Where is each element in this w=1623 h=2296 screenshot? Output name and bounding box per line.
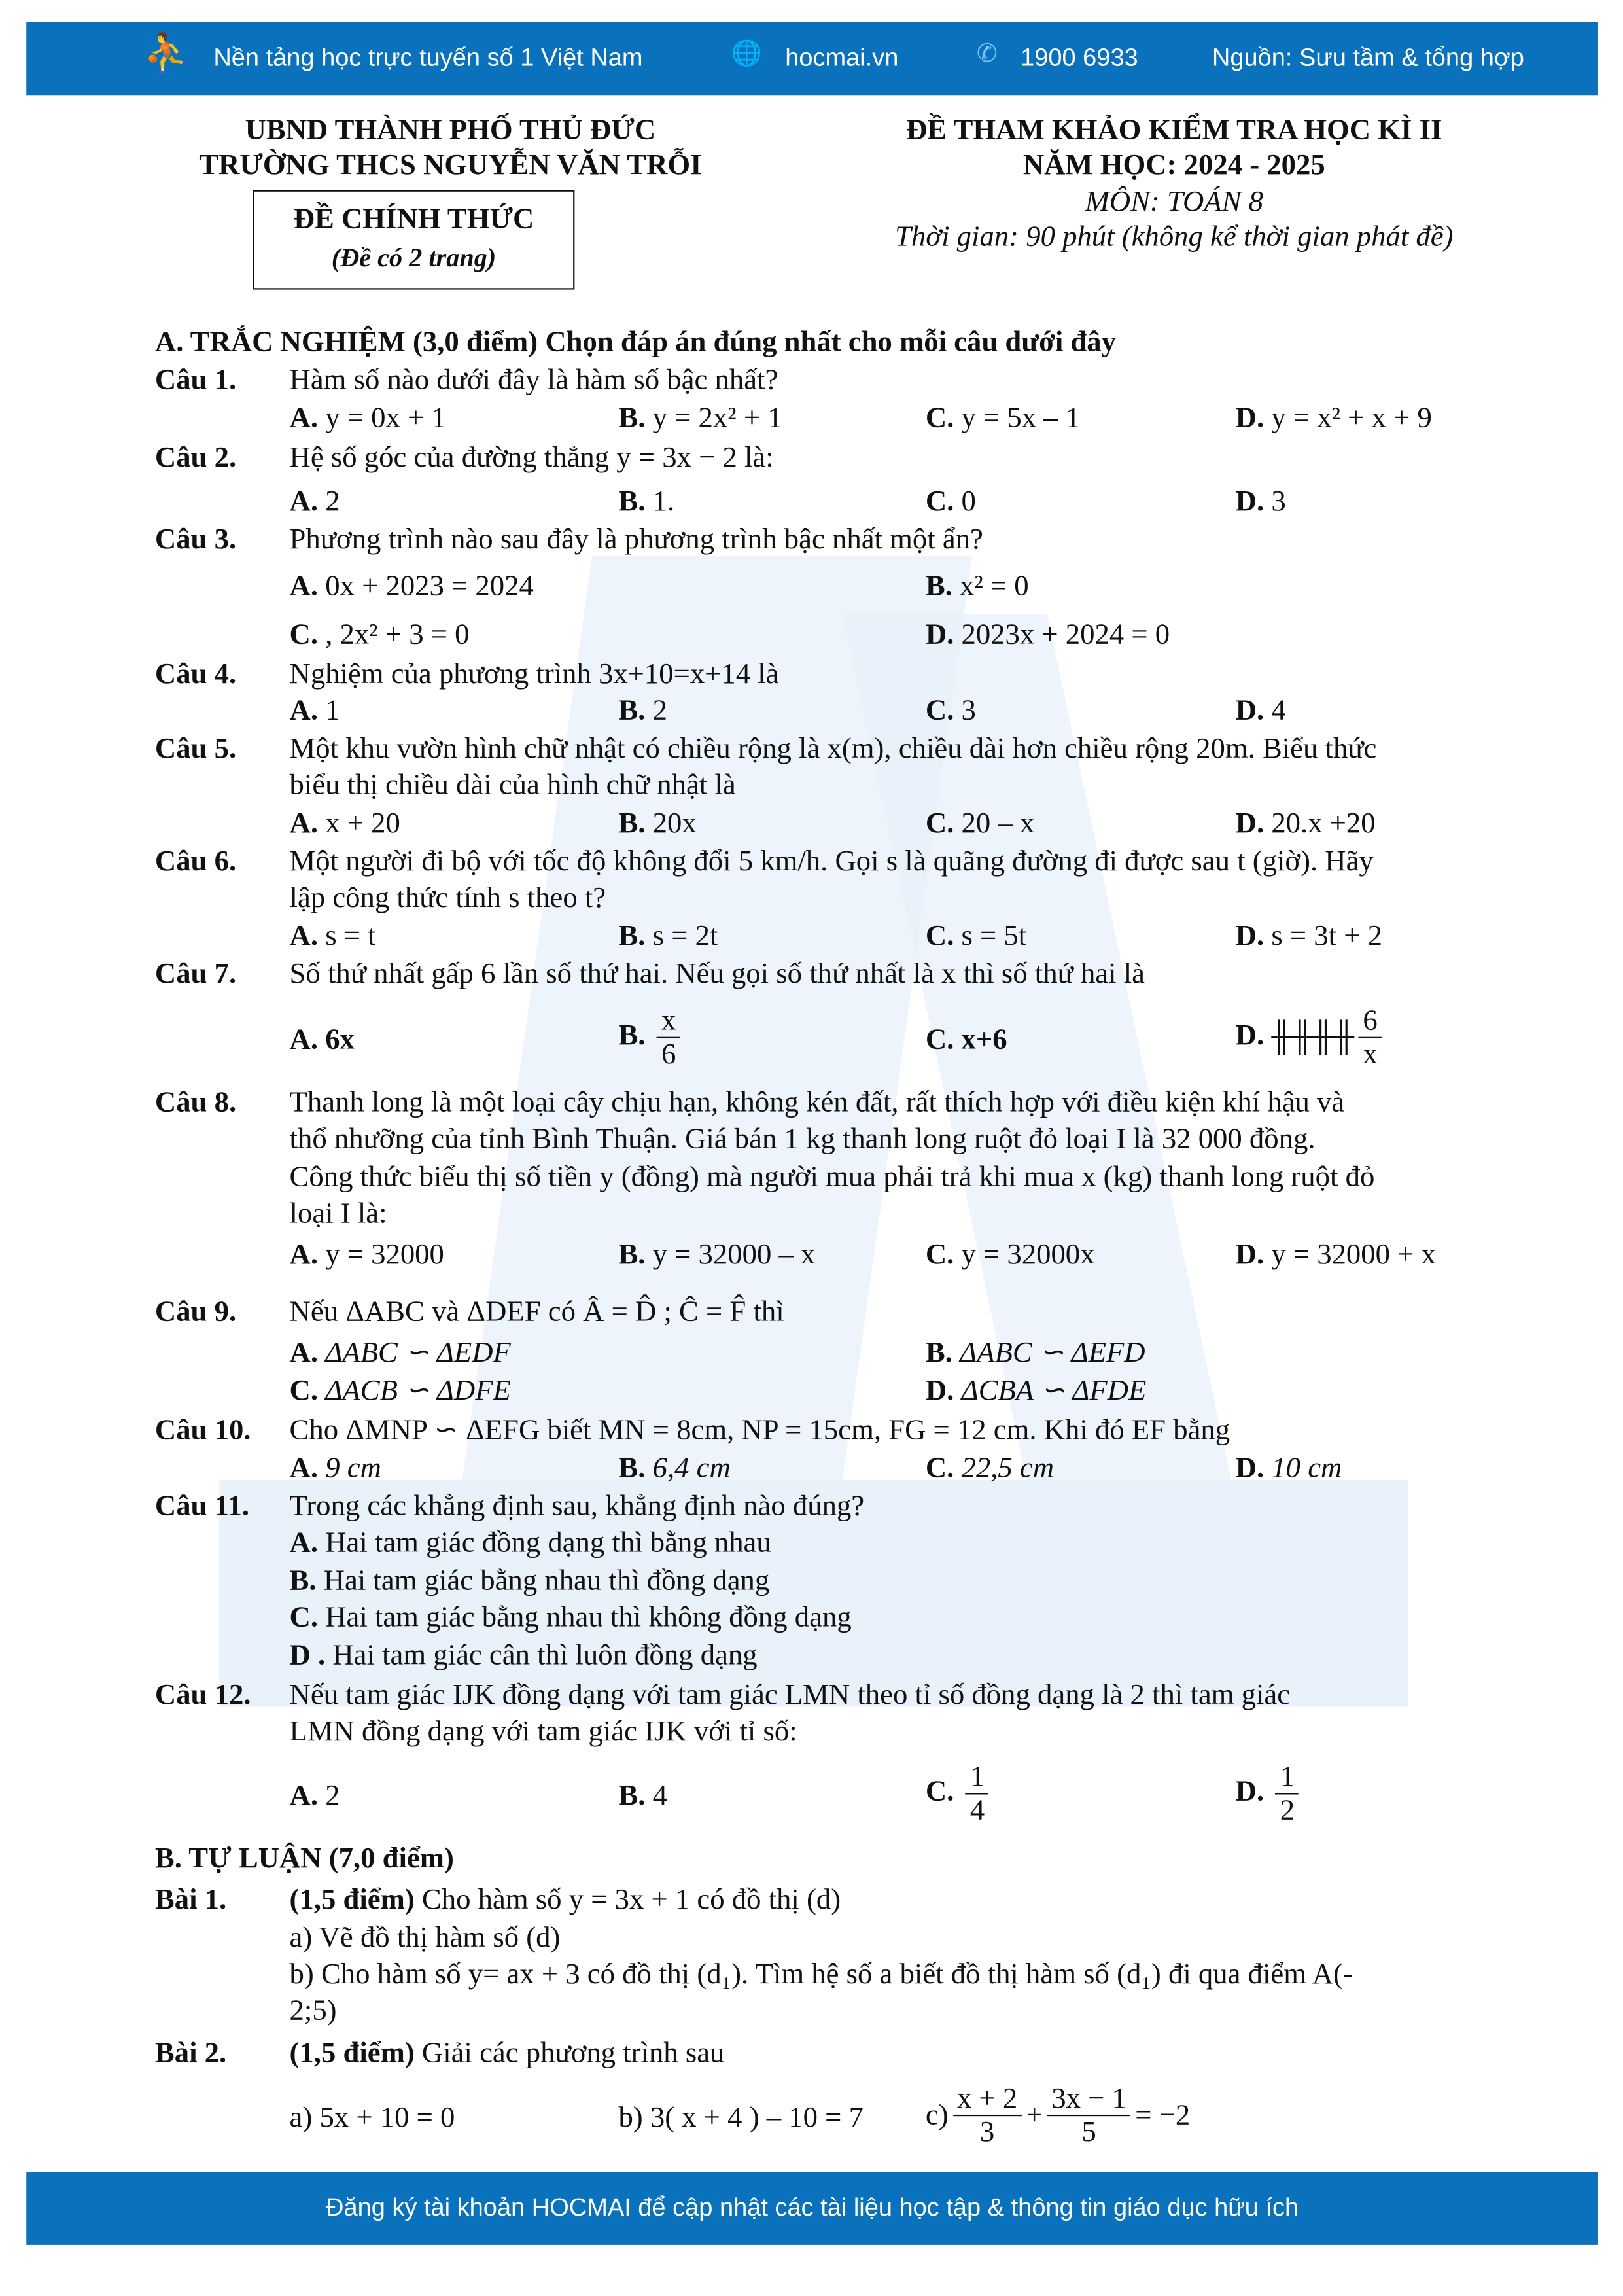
tagline: Nền tảng học trực tuyến số 1 Việt Nam <box>213 44 643 72</box>
globe-icon: 🌐 <box>731 39 762 67</box>
answer-option-c[interactable] <box>926 1761 994 1827</box>
denominator: 2 <box>1280 1794 1295 1827</box>
option-letter: B. <box>618 1019 646 1052</box>
option-letter: B. <box>925 570 952 603</box>
school-name: TRƯỜNG THCS NGUYỄN VĂN TRỖI <box>199 149 702 182</box>
question-text: lập công thức tính s theo t? <box>289 881 606 914</box>
answer-option-a[interactable] <box>290 484 340 520</box>
option-text: 2023x + 2024 = 0 <box>961 618 1170 651</box>
equation-b: b) 3( x + 4 ) – 10 = 7 <box>618 2101 864 2134</box>
option-letter: A. <box>289 1452 319 1485</box>
official-box <box>253 190 575 290</box>
fraction <box>1047 2083 1131 2149</box>
option-text: ΔABC ∽ ΔEDF <box>325 1336 511 1369</box>
answer-option-b[interactable] <box>290 1563 770 1598</box>
option-letter: B. <box>618 1780 646 1812</box>
answer-option-c[interactable] <box>926 1237 1095 1273</box>
section-a-title: A. TRẮC NGHIỆM (3,0 điểm) Chọn đáp án đúng nhất cho mỗi câu dưới đây <box>154 326 1117 359</box>
option-text: Hai tam giác bằng nhau thì không đồng dạng <box>325 1601 852 1634</box>
option-text: 9 cm <box>325 1452 381 1485</box>
denominator: x <box>1363 1038 1378 1071</box>
option-letter: C. <box>925 402 954 434</box>
answer-option-b[interactable] <box>618 1237 815 1273</box>
option-text: 1. <box>652 486 675 518</box>
question-text: Một khu vườn hình chữ nhật có chiều rộng là x(m), chiều dài hơn chiều rộng 20m. Biểu thức <box>289 732 1377 765</box>
question-label: Câu 7. <box>154 957 237 991</box>
option-letter: D. <box>925 618 954 651</box>
option-letter: C. <box>925 1239 954 1271</box>
answer-option-b[interactable] <box>618 1005 684 1071</box>
denominator: 6 <box>661 1038 676 1071</box>
hocmai-logo-icon: ⛹ <box>143 30 191 75</box>
question-label: Câu 2. <box>154 442 237 474</box>
section-b-title: B. TỰ LUẬN (7,0 điểm) <box>154 1843 454 1875</box>
option-text: 2 <box>325 486 340 518</box>
answer-option-c[interactable] <box>926 1451 1054 1486</box>
answer-option-a[interactable] <box>290 1778 340 1814</box>
question-text: thổ nhưỡng của tỉnh Bình Thuận. Giá bán 1 kg thanh long ruột đỏ loại I là 32 000 đồng. <box>289 1123 1316 1156</box>
option-letter: D. <box>925 1374 954 1407</box>
fraction <box>952 2083 1022 2149</box>
fraction <box>657 1005 680 1071</box>
fraction <box>1276 1761 1299 1827</box>
option-text: y = 0x + 1 <box>325 402 446 434</box>
option-letter: D. <box>1235 919 1265 953</box>
denominator: 4 <box>969 1794 985 1827</box>
option-text: y = 5x – 1 <box>961 402 1081 434</box>
numerator: 1 <box>1276 1761 1299 1794</box>
equation-rhs: = −2 <box>1135 2099 1191 2132</box>
answer-option-a[interactable] <box>290 806 400 841</box>
denominator: 3 <box>979 2116 995 2149</box>
answer-option-c[interactable] <box>926 806 1034 841</box>
option-text: 3 <box>961 694 976 727</box>
question-label: Câu 5. <box>154 732 237 765</box>
option-letter: C. <box>289 1374 319 1407</box>
option-text: 22,5 cm <box>961 1452 1055 1485</box>
option-letter: D. <box>1235 1239 1265 1271</box>
answer-option-c[interactable] <box>290 1373 511 1409</box>
question-text: Cho ΔMNP ∽ ΔEFG biết MN = 8cm, NP = 15cm, FG = 12 cm. Khi đó EF bằng <box>289 1414 1230 1447</box>
answer-option-c[interactable] <box>926 484 976 520</box>
answer-option-d[interactable] <box>1236 1005 1387 1071</box>
problem-subpart: 2;5) <box>289 1994 337 2027</box>
option-letter: A. <box>289 1527 319 1559</box>
question-label: Câu 11. <box>154 1490 250 1523</box>
question-text: Phương trình nào sau đây là phương trình bậc nhất một ẩn? <box>289 523 983 556</box>
answer-option-d[interactable] <box>1236 806 1376 841</box>
answer-option-d[interactable] <box>1236 484 1286 520</box>
problem-statement: Cho hàm số y = 3x + 1 có đồ thị (d) <box>414 1883 841 1916</box>
answer-option-d[interactable] <box>1236 1761 1304 1827</box>
answer-option-c[interactable] <box>290 1600 852 1635</box>
problem-subpart: a) Vẽ đồ thị hàm số (d) <box>289 1921 561 1954</box>
denominator: 5 <box>1081 2116 1096 2149</box>
footer-text: Đăng ký tài khoản HOCMAI để cập nhật các tài liệu học tập & thông tin giáo dục hữu ích <box>326 2193 1299 2222</box>
problem-label: Bài 2. <box>154 2037 227 2070</box>
numerator: 1 <box>966 1761 989 1794</box>
official-label: ĐỀ CHÍNH THỨC <box>293 203 534 236</box>
option-letter: A. <box>289 486 319 518</box>
option-text: y = 32000 + x <box>1271 1239 1436 1271</box>
option-letter: A. <box>289 1239 319 1271</box>
option-text: y = 2x² + 1 <box>652 402 782 434</box>
option-text: ΔCBA ∽ ΔFDE <box>961 1374 1147 1407</box>
option-text: , 2x² + 3 = 0 <box>325 618 470 651</box>
option-text: y = 32000 – x <box>652 1239 816 1271</box>
option-text: ΔABC ∽ ΔEFD <box>959 1336 1145 1369</box>
option-text: x² = 0 <box>959 570 1029 603</box>
subject: MÔN: TOÁN 8 <box>1085 185 1263 219</box>
duration: Thời gian: 90 phút (không kể thời gian phát đề) <box>895 221 1454 253</box>
answer-option-c[interactable] <box>926 919 1026 954</box>
option-text: 4 <box>652 1780 667 1812</box>
answer-option-b[interactable] <box>926 569 1029 604</box>
answer-option-d[interactable] <box>290 1638 758 1673</box>
equation-label: c) <box>925 2099 949 2132</box>
site-link[interactable]: hocmai.vn <box>785 44 899 72</box>
answer-option-a[interactable] <box>290 1022 355 1057</box>
source-text: Nguồn: Sưu tầm & tổng hợp <box>1212 44 1524 72</box>
option-text: ΔACB ∽ ΔDFE <box>325 1374 511 1407</box>
equation-a: a) 5x + 10 = 0 <box>289 2101 455 2134</box>
footer-bar <box>26 2172 1598 2245</box>
answer-option-c[interactable] <box>926 693 976 728</box>
problem-points: (1,5 điểm) <box>289 2037 415 2070</box>
option-text: s = 2t <box>652 919 718 953</box>
question-label: Câu 6. <box>154 845 237 878</box>
problem-subpart: b) Cho hàm số y= ax + 3 có đồ thị (d₁). Tìm hệ số a biết đồ thị hàm số (d₁) đi qua điểm A(- <box>289 1958 1353 1990</box>
option-text: 20 – x <box>961 807 1035 839</box>
option-letter: D. <box>1235 486 1265 518</box>
answer-option-b[interactable] <box>618 919 718 954</box>
question-label: Câu 12. <box>154 1678 251 1712</box>
option-letter: B. <box>289 1564 317 1597</box>
option-text: y = 32000x <box>961 1239 1095 1271</box>
problem-statement: Giải các phương trình sau <box>414 2037 725 2070</box>
question-text: Nghiệm của phương trình 3x+10=x+14 là <box>289 658 779 690</box>
exam-title: ĐỀ THAM KHẢO KIỂM TRA HỌC KÌ II <box>906 114 1442 147</box>
question-text: Một người đi bộ với tốc độ không đổi 5 km/h. Gọi s là quãng đường đi được sau t (giờ). Hãy <box>289 845 1374 878</box>
question-text: Số thứ nhất gấp 6 lần số thứ hai. Nếu gọi số thứ nhất là x thì số thứ hai là <box>289 957 1145 991</box>
option-text: 2 <box>325 1780 340 1812</box>
question-text: LMN đồng dạng với tam giác IJK với tỉ số: <box>289 1715 797 1748</box>
option-letter: B. <box>618 402 646 434</box>
question-text: biểu thị chiều dài của hình chữ nhật là <box>289 769 736 802</box>
question-text: Hệ số góc của đường thẳng y = 3x − 2 là: <box>289 442 774 474</box>
problem-text <box>290 2036 725 2071</box>
option-text: 20x <box>652 807 697 839</box>
option-letter: D. <box>1235 1775 1265 1808</box>
question-text: Trong các khẳng định sau, khẳng định nào đúng? <box>289 1490 865 1523</box>
answer-option-d[interactable] <box>1236 919 1382 954</box>
option-letter: B. <box>618 807 646 839</box>
answer-option-d[interactable] <box>926 617 1170 652</box>
option-letter: C. <box>925 919 954 953</box>
question-text: Nếu ΔABC và ΔDEF có Â = D̂ ; Ĉ = F̂ thì <box>289 1296 784 1328</box>
option-letter: B. <box>618 1239 646 1271</box>
page-count: (Đề có 2 trang) <box>331 243 497 272</box>
option-letter: B. <box>925 1336 952 1369</box>
option-letter: C. <box>289 1601 319 1634</box>
option-text: Hai tam giác bằng nhau thì đồng dạng <box>323 1564 770 1597</box>
issuer-line: UBND THÀNH PHỐ THỦ ĐỨC <box>245 114 656 147</box>
option-text: 2 <box>652 694 667 727</box>
option-letter: C. <box>289 618 319 651</box>
option-text: 1 <box>325 694 340 727</box>
option-letter: C. <box>925 1023 954 1056</box>
answer-option-b[interactable] <box>618 1451 730 1486</box>
answer-option-d[interactable] <box>1236 693 1286 728</box>
phone-icon: ✆ <box>977 39 998 67</box>
option-text: Hai tam giác cân thì luôn đồng dạng <box>332 1639 758 1672</box>
question-text: Hàm số nào dưới đây là hàm số bậc nhất? <box>289 364 778 397</box>
answer-option-a[interactable] <box>290 1525 771 1561</box>
option-text: 10 cm <box>1271 1452 1342 1485</box>
question-label: Câu 8. <box>154 1086 237 1119</box>
plus-sign: + <box>1026 2099 1043 2132</box>
answer-option-d[interactable] <box>1236 1451 1342 1486</box>
question-label: Câu 3. <box>154 523 237 556</box>
answer-option-d[interactable] <box>1236 400 1432 436</box>
option-letter: D. <box>1235 1452 1265 1485</box>
problem-points: (1,5 điểm) <box>289 1883 415 1916</box>
answer-option-a[interactable] <box>290 693 340 728</box>
option-letter: C. <box>925 694 954 727</box>
option-letter: A. <box>289 402 319 434</box>
option-text: 4 <box>1271 694 1286 727</box>
numerator: x <box>657 1005 680 1038</box>
option-letter: A. <box>289 919 319 953</box>
option-text: s = t <box>325 919 376 953</box>
option-text: Hai tam giác đồng dạng thì bằng nhau <box>325 1527 771 1559</box>
option-text: y = x² + x + 9 <box>1271 402 1432 434</box>
answer-option-b[interactable] <box>618 400 782 436</box>
option-letter: B. <box>618 694 646 727</box>
option-text: 20.x +20 <box>1271 807 1376 839</box>
numerator: x + 2 <box>952 2083 1022 2116</box>
numerator: 6 <box>1359 1005 1382 1038</box>
answer-option-d[interactable] <box>1236 1237 1436 1273</box>
answer-option-a[interactable] <box>290 919 376 954</box>
phone-number: 1900 6933 <box>1021 44 1138 72</box>
answer-option-a[interactable] <box>290 569 534 604</box>
answer-option-b[interactable] <box>618 1778 667 1814</box>
question-label: Câu 9. <box>154 1296 237 1328</box>
fraction <box>966 1761 989 1827</box>
option-text: y = 32000 <box>325 1239 444 1271</box>
option-letter: A. <box>289 1780 319 1812</box>
option-letter: C. <box>925 807 954 839</box>
option-text: 3 <box>1271 486 1286 518</box>
option-text: 0 <box>961 486 976 518</box>
option-text: s = 5t <box>961 919 1027 953</box>
school-year: NĂM HỌC: 2024 - 2025 <box>1022 149 1325 182</box>
option-letter: D. <box>1235 1019 1265 1052</box>
option-letter: D. <box>1235 807 1265 839</box>
option-text: 0x + 2023 = 2024 <box>325 570 534 603</box>
answer-option-a[interactable] <box>290 1237 444 1273</box>
fraction <box>1359 1005 1382 1071</box>
answer-option-a[interactable] <box>290 400 446 436</box>
option-text: x+6 <box>961 1023 1007 1056</box>
answer-option-d[interactable] <box>926 1373 1146 1409</box>
option-letter: D. <box>1235 402 1265 434</box>
option-letter: A. <box>289 1023 319 1056</box>
question-label: Câu 10. <box>154 1414 251 1447</box>
option-letter: A. <box>289 807 319 839</box>
option-letter: D . <box>289 1639 326 1672</box>
answer-option-b[interactable] <box>618 806 696 841</box>
option-letter: C. <box>925 1452 954 1485</box>
option-letter: C. <box>925 1775 954 1808</box>
question-text: Công thức biểu thị số tiền y (đồng) mà người mua phải trả khi mua x (kg) thanh long ruột đỏ <box>289 1161 1375 1193</box>
option-letter: B. <box>618 486 646 518</box>
answer-option-a[interactable] <box>290 1335 511 1371</box>
option-letter: A. <box>289 1336 319 1369</box>
option-letter: B. <box>618 1452 646 1485</box>
option-letter: A. <box>289 694 319 727</box>
answer-option-b[interactable] <box>926 1335 1145 1371</box>
answer-option-b[interactable] <box>618 484 674 520</box>
numerator: 3x − 1 <box>1047 2083 1131 2116</box>
option-text: ╫╫╫╫ <box>1271 1021 1355 1054</box>
equation-c <box>926 2083 1190 2149</box>
option-letter: B. <box>618 919 646 953</box>
option-text: 6x <box>325 1023 355 1056</box>
question-text: Thanh long là một loại cây chịu hạn, không kén đất, rất thích hợp với điều kiện khí hậu và <box>289 1086 1345 1119</box>
answer-option-c[interactable] <box>926 1022 1007 1057</box>
answer-option-c[interactable] <box>290 617 470 652</box>
option-text: s = 3t + 2 <box>1271 919 1382 953</box>
answer-option-c[interactable] <box>926 400 1080 436</box>
answer-option-b[interactable] <box>618 693 667 728</box>
option-letter: C. <box>925 486 954 518</box>
header-bar <box>26 22 1598 96</box>
option-text: x + 20 <box>325 807 400 839</box>
question-text: Nếu tam giác IJK đồng dạng với tam giác LMN theo tỉ số đồng dạng là 2 thì tam giác <box>289 1678 1291 1712</box>
problem-text <box>290 1882 841 1918</box>
option-letter: A. <box>289 570 319 603</box>
option-text: 6,4 cm <box>652 1452 731 1485</box>
answer-option-a[interactable] <box>290 1451 381 1486</box>
option-letter: D. <box>1235 694 1265 727</box>
problem-label: Bài 1. <box>154 1883 227 1916</box>
question-label: Câu 4. <box>154 658 237 690</box>
question-label: Câu 1. <box>154 364 237 397</box>
question-text: loại I là: <box>289 1197 387 1230</box>
